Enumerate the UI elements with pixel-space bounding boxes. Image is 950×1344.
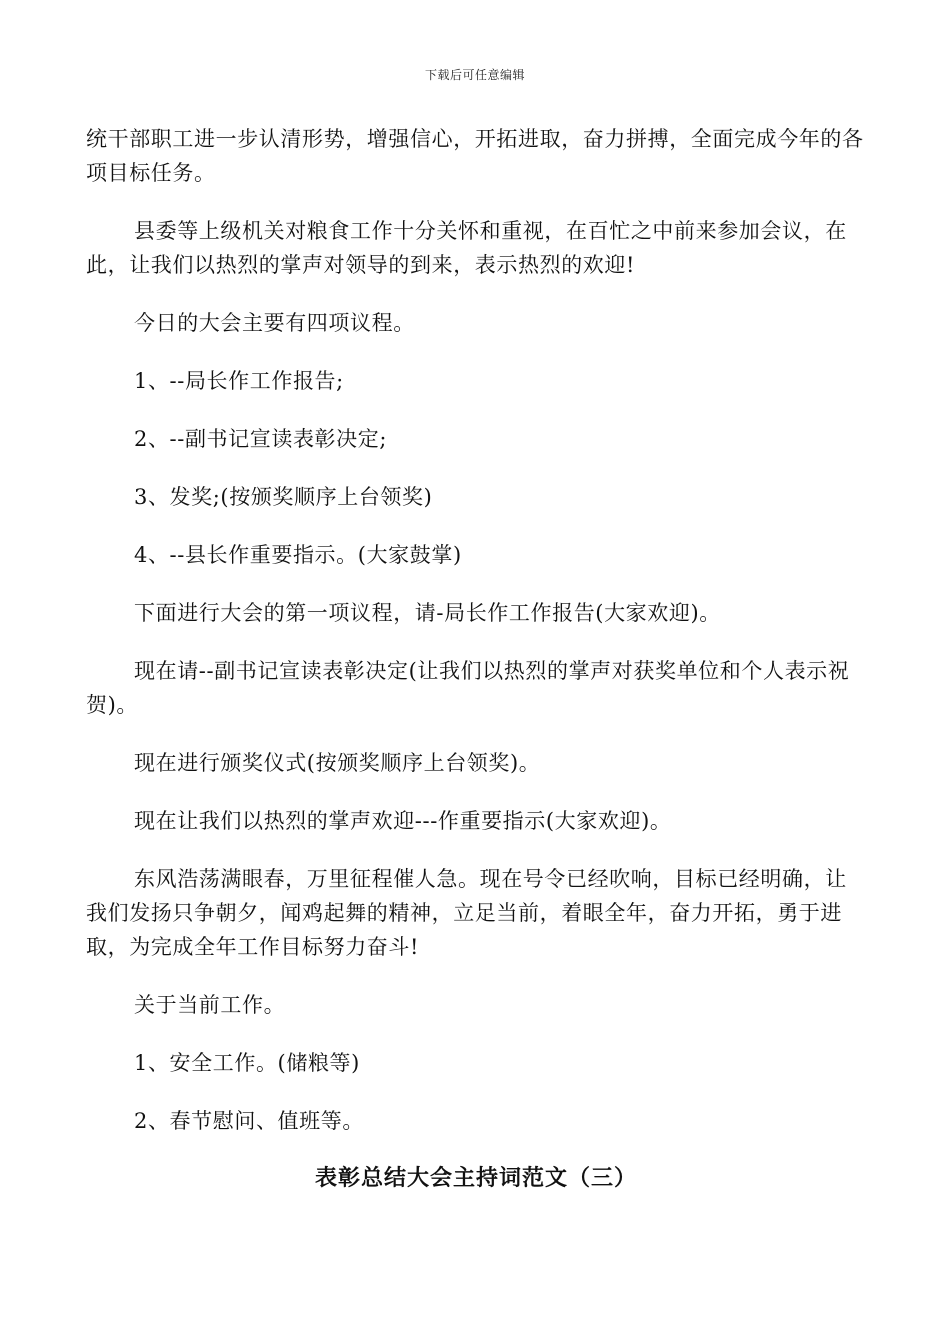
paragraph-1: 统干部职工进一步认清形势，增强信心，开拓进取，奋力拼搏，全面完成今年的各项目标任务。 bbox=[86, 127, 864, 185]
agenda-item-1: 1、--局长作工作报告; bbox=[134, 369, 344, 393]
paragraph-award-ceremony: 现在进行颁奖仪式(按颁奖顺序上台领奖)。 bbox=[134, 751, 541, 775]
paragraph-commendation: 现在请--副书记宣读表彰决定(让我们以热烈的掌声对获奖单位和个人表示祝贺)。 bbox=[86, 659, 850, 717]
agenda-item-4: 4、--县长作重要指示。(大家鼓掌) bbox=[134, 543, 462, 567]
paragraph-closing: 东风浩荡满眼春，万里征程催人急。现在号令已经吹响，目标已经明确，让我们发扬只争朝夕，闻鸡起舞的精神，立足当前，着眼全年，奋力开拓，勇于进取，为完成全年工作目标努力奋斗! bbox=[86, 867, 847, 959]
work-item-2: 2、春节慰问、值班等。 bbox=[134, 1109, 364, 1133]
paragraph-report: 下面进行大会的第一项议程，请-局长作工作报告(大家欢迎)。 bbox=[134, 601, 721, 625]
paragraph-2: 县委等上级机关对粮食工作十分关怀和重视，在百忙之中前来参加会议，在此，让我们以热烈的掌声对领导的到来，表示热烈的欢迎! bbox=[86, 219, 847, 277]
paragraph-current-work: 关于当前工作。 bbox=[134, 993, 286, 1017]
paragraph-3: 今日的大会主要有四项议程。 bbox=[134, 311, 415, 335]
page-header: 下载后可任意编辑 bbox=[424, 68, 525, 82]
document-body bbox=[86, 122, 866, 1196]
paragraph-instructions: 现在让我们以热烈的掌声欢迎---作重要指示(大家欢迎)。 bbox=[134, 809, 672, 833]
agenda-item-3: 3、发奖;(按颁奖顺序上台领奖) bbox=[134, 485, 433, 509]
section-title: 表彰总结大会主持词范文（三） bbox=[314, 1166, 637, 1191]
work-item-1: 1、安全工作。(储粮等) bbox=[134, 1051, 360, 1075]
agenda-item-2: 2、--副书记宣读表彰决定; bbox=[134, 427, 388, 451]
